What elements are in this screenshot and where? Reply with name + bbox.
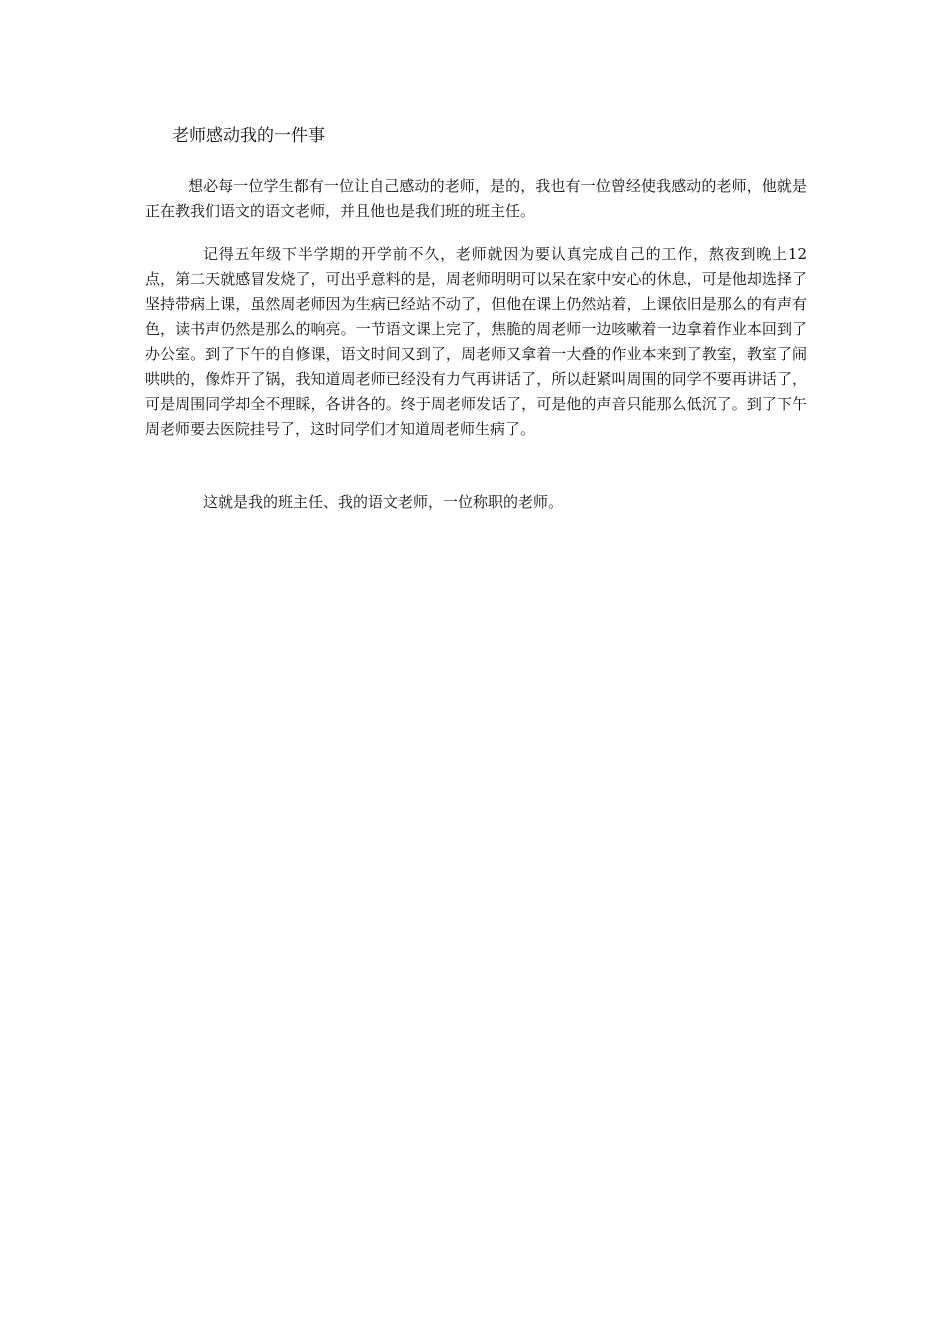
paragraph-conclusion: 这就是我的班主任、我的语文老师，一位称职的老师。 [203,493,564,511]
paragraph-story: 记得五年级下半学期的开学前不久，老师就因为要认真完成自己的工作，熬夜到晚上12点，第二天就感冒发烧了，可出乎意料的是，周老师明明可以呆在家中安心的休息，可是他却选择了坚持带病上课，虽然周老师因为生病已经站不动了，但他在课上仍然站着，上课依旧是那么的有声有色，读书声仍然是那么的响亮。一节语文课上完了，焦脆的周老师一边咳嗽着一边拿着作业本回到了办公室。到了下午的自修课，语文时间又到了，周老师又拿着一大叠的作业本来到了教室，教室了闹哄哄的，像炸开了锅，我知道周老师已经没有力气再讲话了，所以赶紧叫周围的同学不要再讲话了，可是周围同学却全不理睬，各讲各的。终于周老师发话了，可是他的声音只能那么低沉了。到了下午周老师要去医院挂号了，这时同学们才知道周老师生病了。 [145,245,807,438]
paragraph-intro: 想必每一位学生都有一位让自己感动的老师，是的，我也有一位曾经使我感动的老师，他就是正在教我们语文的语文老师，并且他也是我们班的班主任。 [145,177,807,220]
document-title: 老师感动我的一件事 [172,126,325,146]
